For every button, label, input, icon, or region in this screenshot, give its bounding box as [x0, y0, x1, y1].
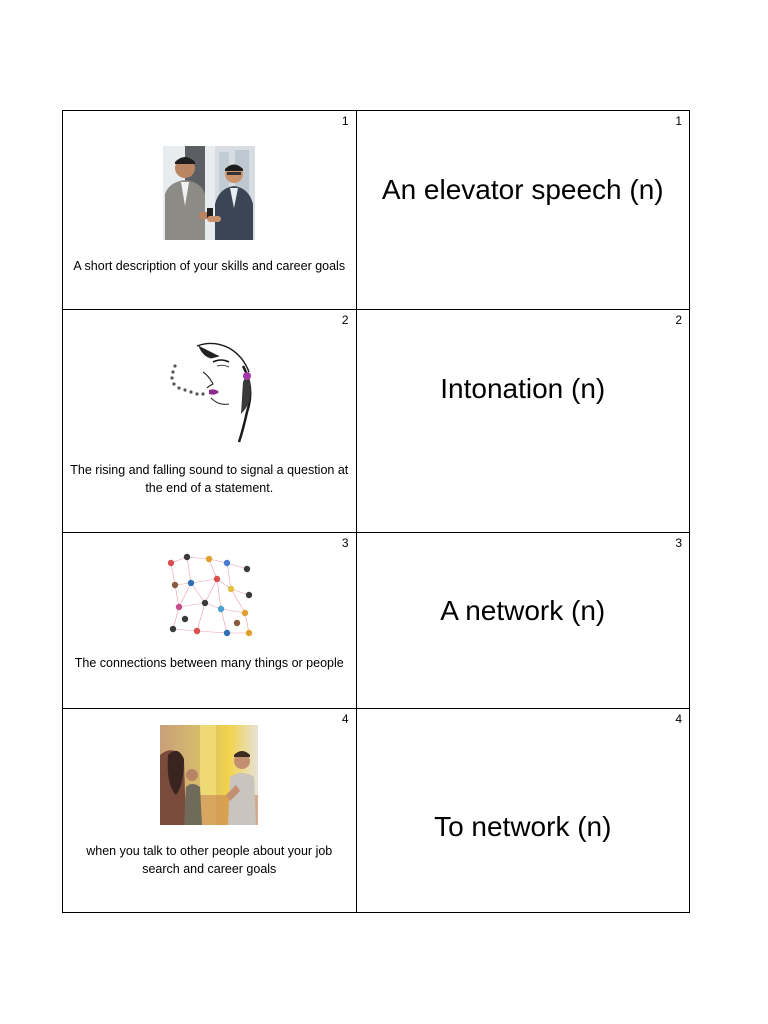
definition-cell	[63, 709, 357, 912]
card-row-2	[63, 310, 690, 533]
people-network-image	[161, 549, 257, 641]
term-text: A network (n)	[440, 595, 606, 626]
term-text: To network (n)	[434, 811, 612, 842]
face-profile-image	[163, 342, 255, 446]
flashcard-sheet	[62, 110, 690, 913]
card-number: 3	[341, 536, 349, 550]
card-number: 2	[341, 313, 349, 327]
term-cell	[357, 533, 690, 708]
people-talking-image	[160, 725, 258, 825]
two-businessmen-image	[163, 146, 255, 240]
card-row-1	[63, 111, 690, 310]
card-row-4	[63, 709, 690, 913]
definition-text: The rising and falling sound to signal a question at the end of a statement.	[70, 463, 349, 495]
term-cell	[357, 310, 690, 532]
card-number: 4	[341, 712, 349, 726]
term-text: Intonation (n)	[440, 373, 606, 404]
term-text: An elevator speech (n)	[381, 174, 664, 205]
card-number: 1	[341, 114, 349, 128]
definition-cell	[63, 111, 357, 309]
card-number: 4	[675, 712, 682, 726]
definition-cell	[63, 310, 357, 532]
definition-text: The connections between many things or people	[74, 656, 344, 670]
definition-text: when you talk to other people about your job search and career goals	[86, 844, 333, 876]
term-cell	[357, 111, 690, 309]
definition-cell	[63, 533, 357, 708]
card-number: 2	[675, 313, 682, 327]
term-cell	[357, 709, 690, 912]
card-number: 3	[675, 536, 682, 550]
card-number: 1	[675, 114, 682, 128]
definition-text: A short description of your skills and career goals	[73, 259, 346, 273]
card-row-3	[63, 533, 690, 709]
